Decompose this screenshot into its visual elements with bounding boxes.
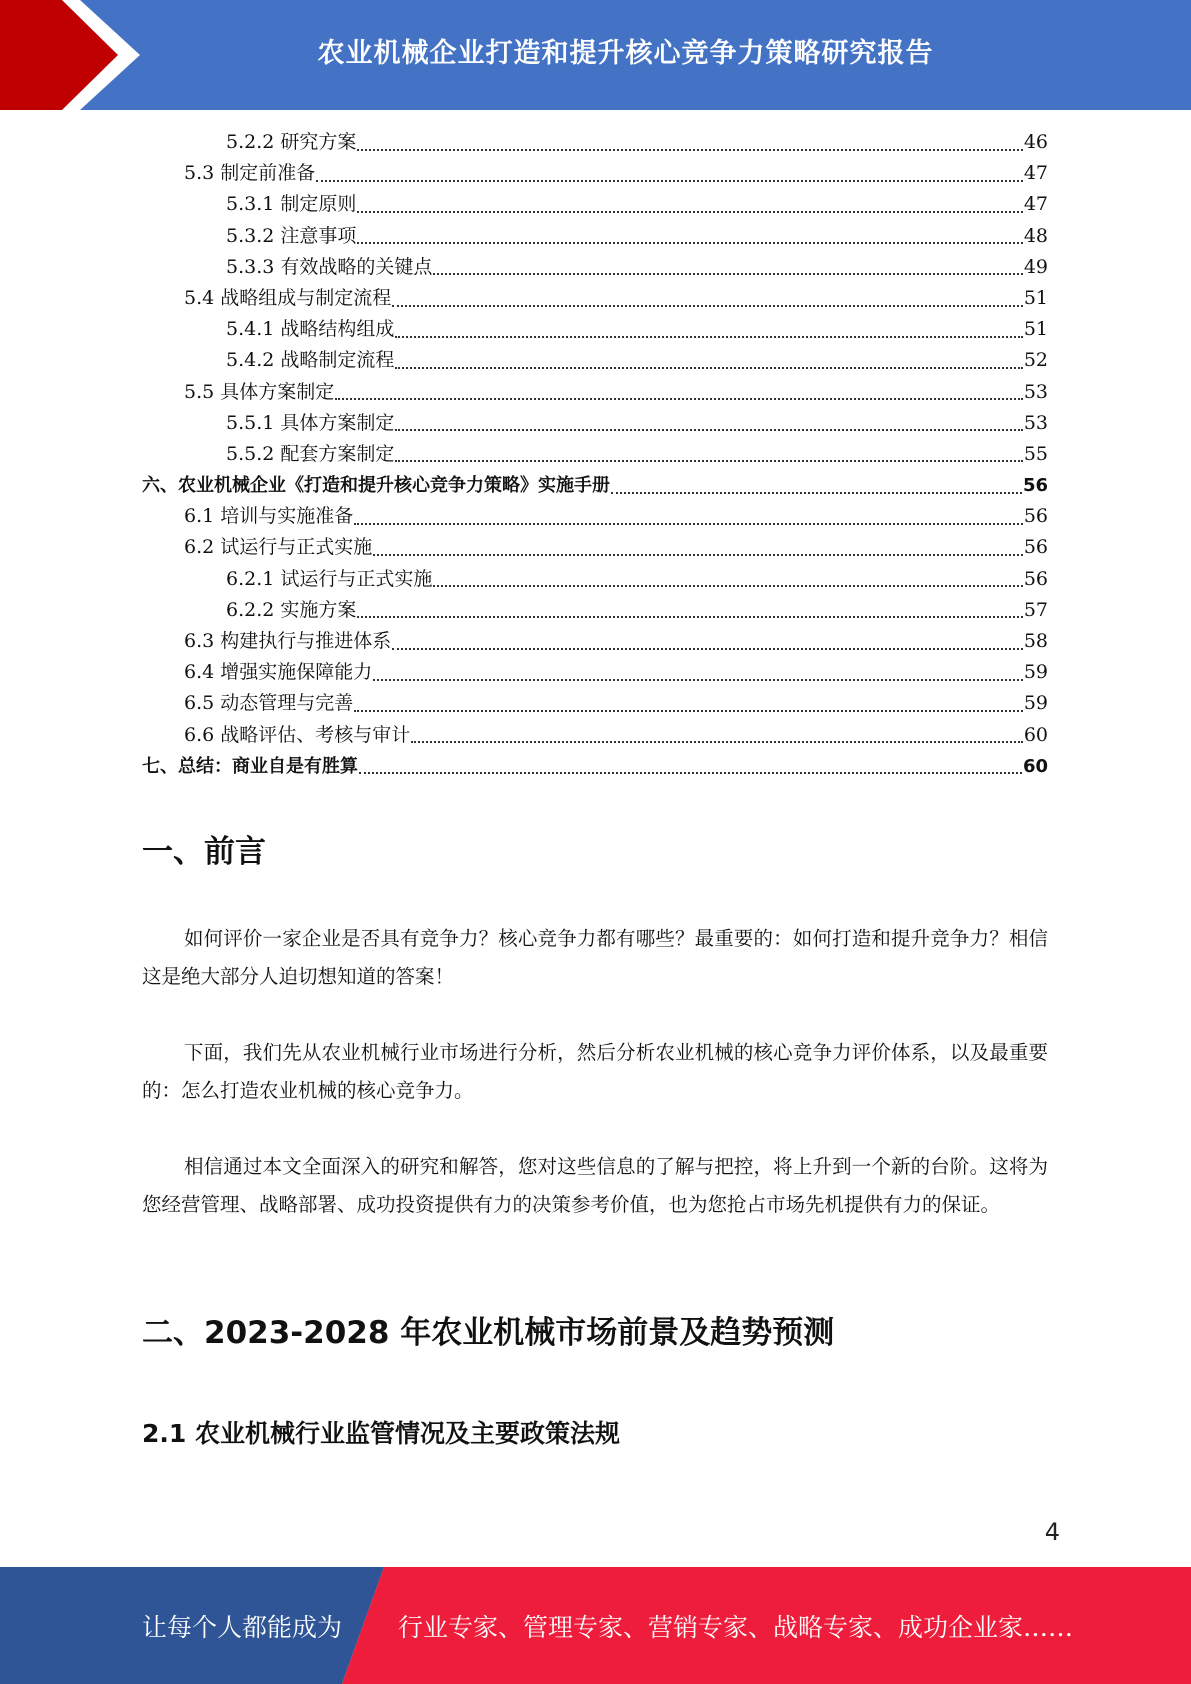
toc-entry[interactable] <box>142 439 1048 470</box>
toc-entry-title: 5.3 制定前准备 <box>184 162 316 185</box>
footer-slogan-right: 行业专家、管理专家、营销专家、战略专家、成功企业家…… <box>398 1612 1074 1642</box>
toc-entry-page: 47 <box>1023 162 1048 185</box>
toc-entry-title: 5.3.3 有效战略的关键点 <box>226 255 433 278</box>
toc-entry-title: 5.5 具体方案制定 <box>184 380 335 403</box>
toc-entry[interactable] <box>142 626 1048 657</box>
toc-entry-title: 5.5.1 具体方案制定 <box>226 411 395 434</box>
toc-leader-dots <box>395 336 1022 338</box>
toc-entry-title: 5.3.1 制定原则 <box>226 193 357 216</box>
toc-entry[interactable] <box>142 158 1048 189</box>
toc-leader-dots <box>357 149 1022 151</box>
toc-entry-page: 48 <box>1023 224 1048 247</box>
footer-slogan-left: 让每个人都能成为 <box>142 1612 343 1642</box>
toc-entry[interactable] <box>142 377 1048 408</box>
toc-entry-page: 49 <box>1023 255 1048 278</box>
toc-entry[interactable] <box>142 314 1048 345</box>
toc-entry[interactable] <box>142 720 1048 751</box>
toc-entry-page: 53 <box>1023 380 1048 403</box>
toc-entry-page: 56 <box>1023 505 1048 528</box>
header-title: 农业机械企业打造和提升核心竞争力策略研究报告 <box>317 37 934 69</box>
paragraph-1: 如何评价一家企业是否具有竞争力？核心竞争力都有哪些？最重要的：如何打造和提升竞争力？相信这是绝大部分人迫切想知道的答案！ <box>142 927 1048 988</box>
toc-entry[interactable] <box>142 564 1048 595</box>
toc-entry[interactable] <box>142 657 1048 688</box>
section-heading-forecast: 二、2023-2028 年农业机械市场前景及趋势预测 <box>142 1315 835 1351</box>
toc-entry-page: 53 <box>1023 411 1048 434</box>
toc-leader-dots <box>392 648 1023 650</box>
toc-entry[interactable] <box>142 501 1048 532</box>
sub-heading-regulation: 2.1 农业机械行业监管情况及主要政策法规 <box>142 1419 620 1448</box>
toc-entry-title: 6.5 动态管理与完善 <box>184 692 354 715</box>
toc-leader-dots <box>335 398 1023 400</box>
toc-leader-dots <box>357 211 1022 213</box>
page-header <box>0 0 1191 110</box>
toc-entry[interactable] <box>142 688 1048 719</box>
toc-entry-page: 47 <box>1023 193 1048 216</box>
toc-leader-dots <box>433 585 1022 587</box>
toc-entry[interactable] <box>142 252 1048 283</box>
toc-leader-dots <box>357 616 1022 618</box>
toc-entry[interactable] <box>142 283 1048 314</box>
toc-leader-dots <box>359 772 1022 774</box>
toc-entry[interactable] <box>142 408 1048 439</box>
toc-entry-title: 5.4 战略组成与制定流程 <box>184 286 392 309</box>
toc-entry-page: 51 <box>1023 286 1048 309</box>
paragraph-3: 相信通过本文全面深入的研究和解答，您对这些信息的了解与把控，将上升到一个新的台阶。这将为您经营管理、战略部署、成功投资提供有力的决策参考价值，也为您抢占市场先机提供有力的保证。 <box>142 1155 1048 1216</box>
header-chevron-decoration <box>0 0 160 110</box>
toc-entry-page: 52 <box>1023 349 1048 372</box>
toc-entry[interactable] <box>142 595 1048 626</box>
toc-entry-title: 六、农业机械企业《打造和提升核心竞争力策略》实施手册 <box>142 475 610 497</box>
page-footer <box>0 1567 1191 1684</box>
section-heading-preface: 一、前言 <box>142 834 266 870</box>
toc-entry-page: 46 <box>1023 131 1048 153</box>
toc-leader-dots <box>411 741 1023 743</box>
paragraph-2: 下面，我们先从农业机械行业市场进行分析，然后分析农业机械的核心竞争力评价体系，以及最重要的：怎么打造农业机械的核心竞争力。 <box>142 1041 1048 1102</box>
toc-leader-dots <box>395 460 1022 462</box>
toc-entry-page: 56 <box>1023 536 1048 559</box>
toc-entry-page: 51 <box>1023 318 1048 341</box>
toc-entry-page: 56 <box>1022 475 1048 497</box>
page-number: 4 <box>1044 1518 1060 1546</box>
toc-entry-title: 6.6 战略评估、考核与审计 <box>184 723 411 746</box>
toc-leader-dots <box>373 679 1023 681</box>
toc-entry[interactable] <box>142 751 1048 782</box>
toc-entry-title: 七、总结：商业自是有胜算 <box>142 755 358 777</box>
toc-entry-page: 56 <box>1023 567 1048 590</box>
toc-entry-title: 6.2 试运行与正式实施 <box>184 536 373 559</box>
toc-leader-dots <box>395 429 1022 431</box>
toc-leader-dots <box>354 523 1023 525</box>
toc-entry[interactable] <box>142 532 1048 563</box>
toc-leader-dots <box>433 273 1022 275</box>
toc-entry-page: 58 <box>1023 630 1048 652</box>
toc-entry[interactable] <box>142 189 1048 220</box>
toc-leader-dots <box>373 554 1023 556</box>
toc-entry[interactable] <box>142 345 1048 376</box>
toc-leader-dots <box>611 492 1022 494</box>
toc-entry-page: 59 <box>1023 661 1048 684</box>
table-of-contents <box>142 127 1048 782</box>
toc-entry-title: 6.2.1 试运行与正式实施 <box>226 567 433 590</box>
toc-entry-title: 6.2.2 实施方案 <box>226 598 357 621</box>
toc-entry[interactable] <box>142 470 1048 501</box>
toc-entry-page: 60 <box>1023 723 1048 746</box>
toc-entry-page: 57 <box>1023 598 1048 621</box>
toc-entry[interactable] <box>142 221 1048 252</box>
toc-entry-title: 6.1 培训与实施准备 <box>184 505 354 528</box>
toc-entry-title: 5.4.1 战略结构组成 <box>226 318 395 341</box>
toc-leader-dots <box>395 367 1022 369</box>
toc-leader-dots <box>354 710 1023 712</box>
toc-entry-title: 5.2.2 研究方案 <box>226 131 357 153</box>
toc-entry-page: 60 <box>1022 755 1048 777</box>
toc-entry-title: 6.4 增强实施保障能力 <box>184 661 373 684</box>
toc-entry-page: 55 <box>1023 442 1048 465</box>
toc-leader-dots <box>357 242 1022 244</box>
toc-entry-page: 59 <box>1023 692 1048 715</box>
toc-entry-title: 6.3 构建执行与推进体系 <box>184 630 392 652</box>
toc-entry-title: 5.5.2 配套方案制定 <box>226 442 395 465</box>
toc-leader-dots <box>392 305 1023 307</box>
toc-entry-title: 5.3.2 注意事项 <box>226 224 357 247</box>
toc-entry[interactable] <box>142 127 1048 158</box>
toc-entry-title: 5.4.2 战略制定流程 <box>226 349 395 372</box>
toc-leader-dots <box>316 180 1023 182</box>
